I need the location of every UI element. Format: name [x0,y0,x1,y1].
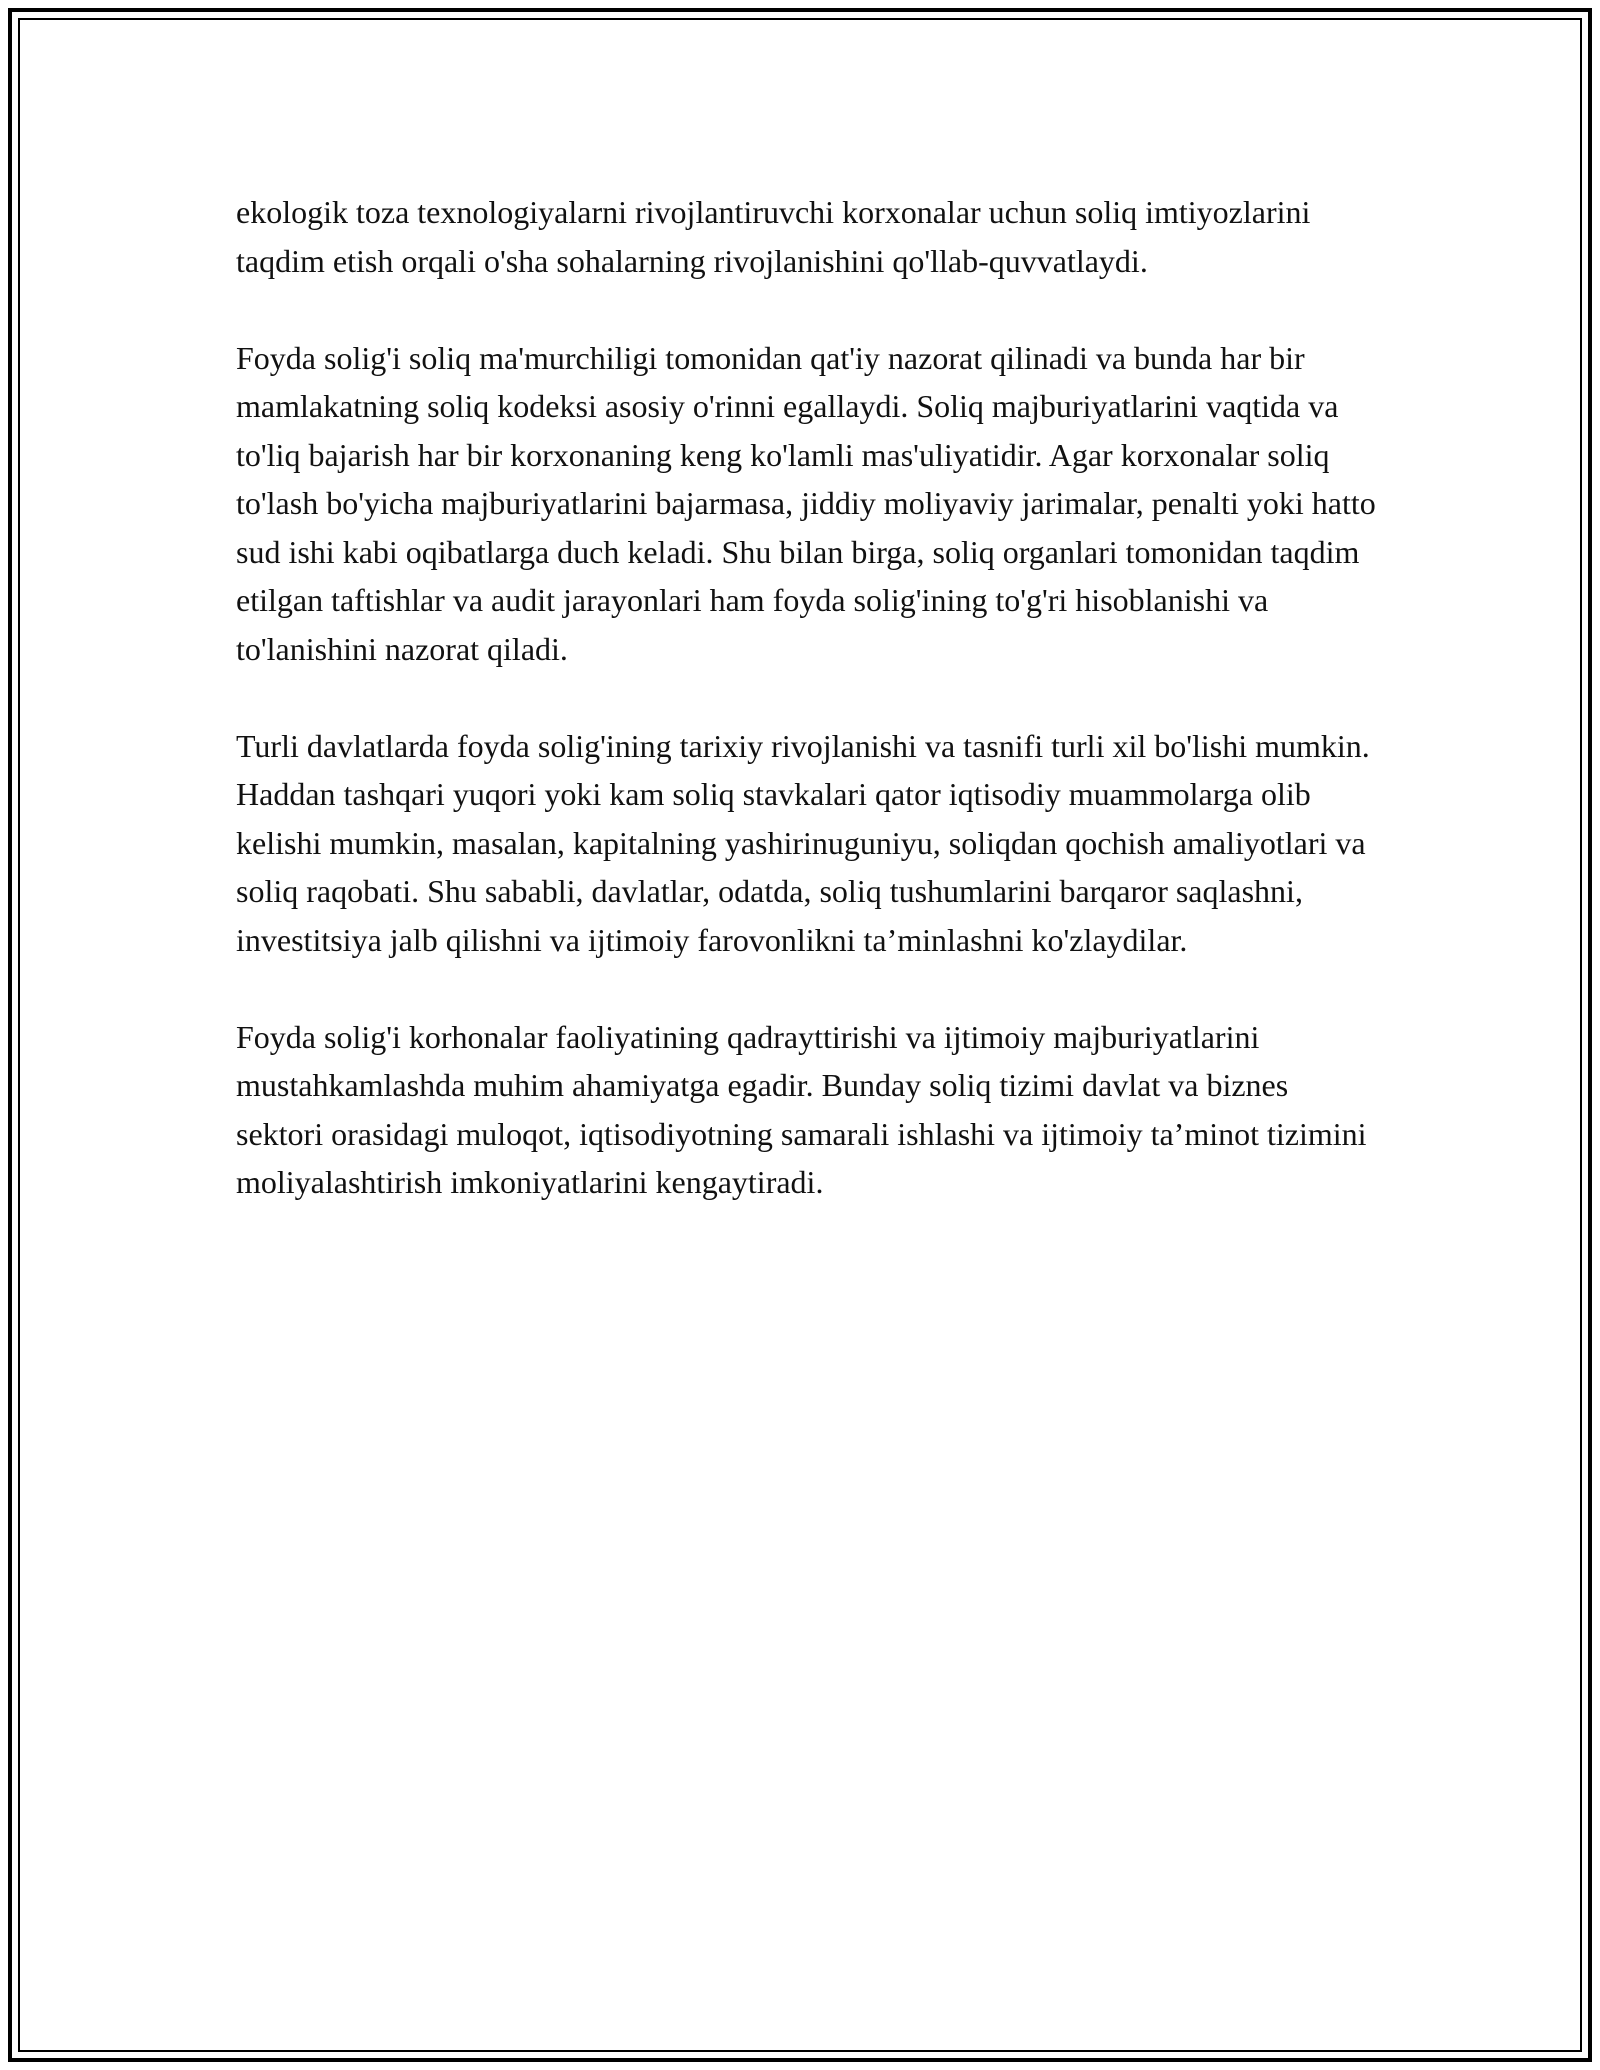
document-body [236,188,1376,1255]
paragraph-4: Foyda solig'i korhonalar faoliyatining qadrayttirishi va ijtimoiy majburiyatlarini mustahkamlashda muhim ahamiyatga egadir. Bunday soliq tizimi davlat va biznes sektori orasidagi muloqot, iqtisodiyotning samarali ishlashi va ijtimoiy ta’minot tizimini moliyalashtirish imkoniyatlarini kengaytiradi. [236,1018,1367,1200]
paragraph-3: Turli davlatlarda foyda solig'ining tarixiy rivojlanishi va tasnifi turli xil bo'lishi mumkin. Haddan tashqari yuqori yoki kam soliq stavkalari qator iqtisodiy muammolarga olib kelishi mumkin, masalan, kapitalning yashirinuguniyu, soliqdan qochish amaliyotlari va soliq raqobati. Shu sababli, davlatlar, odatda, soliq tushumlarini barqaror saqlashni, investitsiya jalb qilishni va ijtimoiy farovonlikni ta’minlashni ko'zlaydilar. [236,727,1370,958]
paragraph-1: ekologik toza texnologiyalarni rivojlantiruvchi korxonalar uchun soliq imtiyozlarini taqdim etish orqali o'sha sohalarning rivojlanishini qo'llab-quvvatlaydi. [236,194,1311,279]
paragraph-2: Foyda solig'i soliq ma'murchiligi tomonidan qat'iy nazorat qilinadi va bunda har bir mamlakatning soliq kodeksi asosiy o'rinni egallaydi. Soliq majburiyatlarini vaqtida va to'liq bajarish har bir korxonaning keng ko'lamli mas'uliyatidir. Agar korxonalar soliq to'lash bo'yicha majburiyatlarini bajarmasa, jiddiy moliyaviy jarimalar, penalti yoki hatto sud ishi kabi oqibatlarga duch keladi. Shu bilan birga, soliq organlari tomonidan taqdim etilgan taftishlar va audit jarayonlari ham foyda solig'ining to'g'ri hisoblanishi va to'lanishini nazorat qiladi. [236,339,1376,667]
